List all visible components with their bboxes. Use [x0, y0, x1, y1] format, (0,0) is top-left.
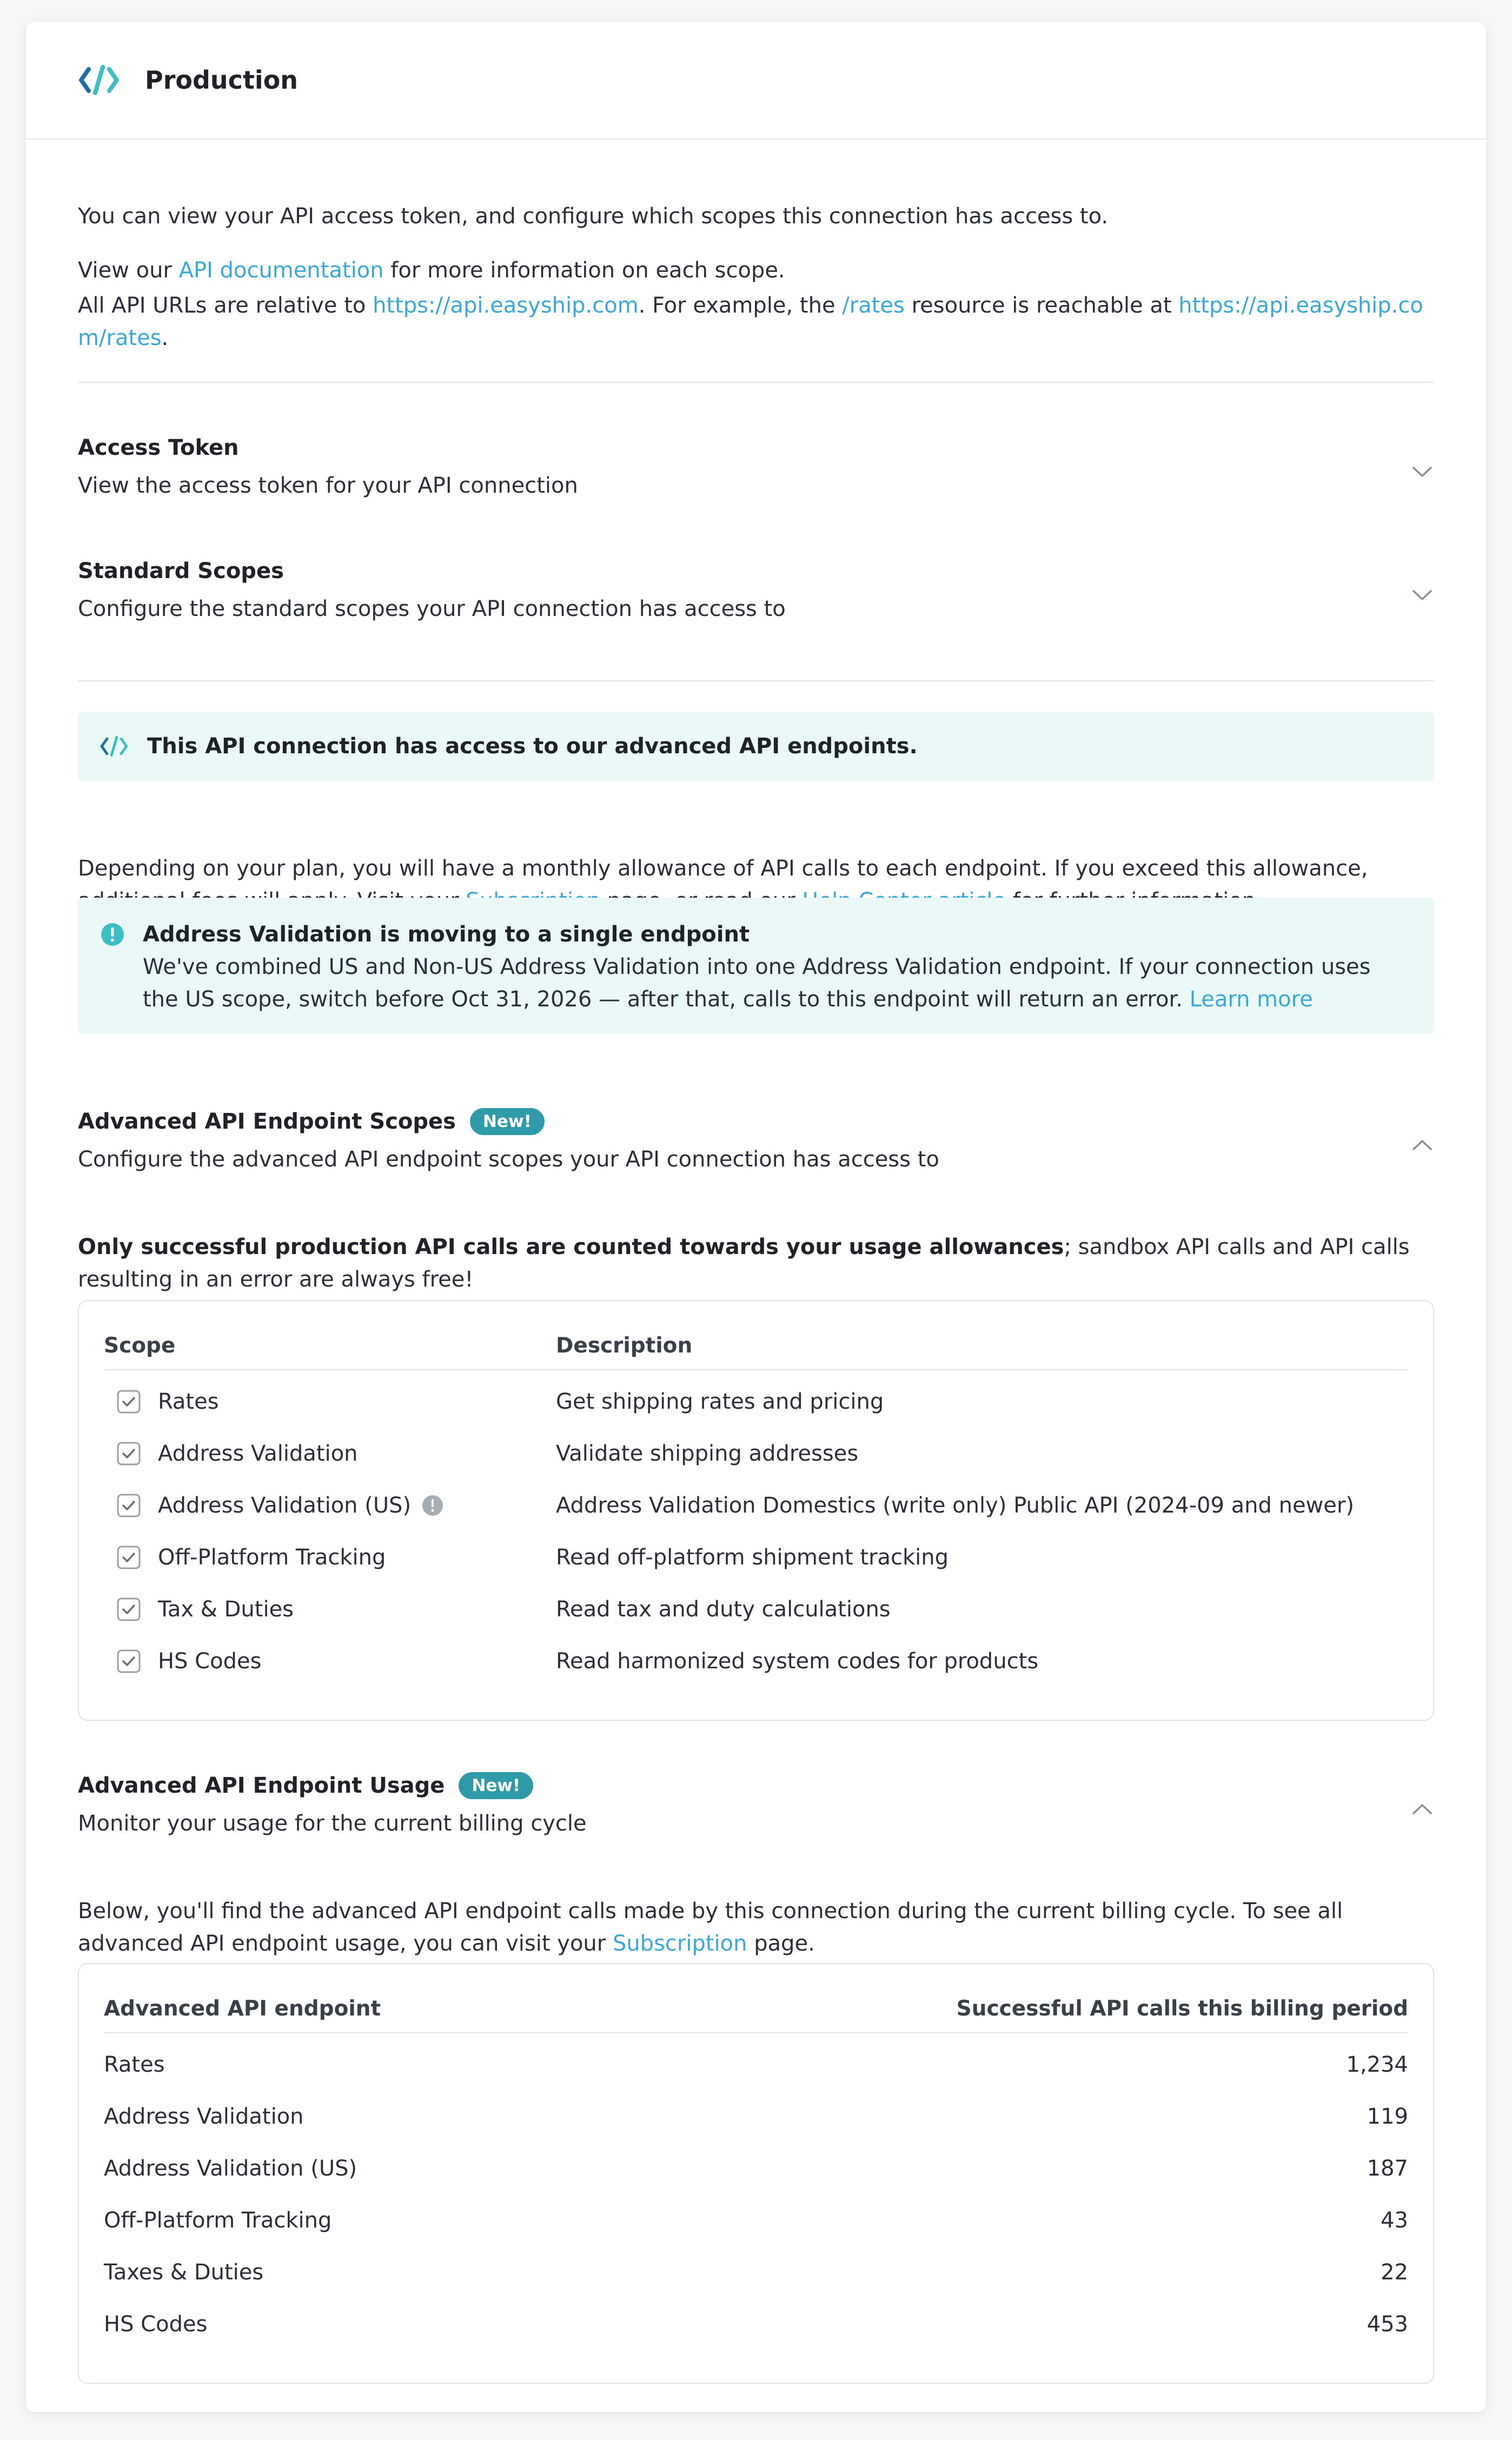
urls-middle2: resource is reachable at — [904, 293, 1179, 318]
intro-line1: You can view your API access token, and configure which scopes this connection has access to. — [78, 204, 1109, 229]
scope-row — [104, 1428, 1408, 1480]
usage-info-suffix: page. — [747, 1931, 815, 1956]
usage-row — [104, 2298, 1408, 2350]
usage-table-header — [104, 1986, 1408, 2033]
learn-more-link[interactable]: Learn more — [1189, 987, 1313, 1012]
standard-scopes-description: Configure the standard scopes your API connection has access to — [78, 596, 786, 621]
info-icon[interactable] — [422, 1495, 443, 1516]
usage-note-bold: Only successful production API calls are counted towards your usage allowances — [78, 1235, 1064, 1259]
base-url-link[interactable]: https://api.easyship.com — [373, 293, 639, 318]
alert-description-text: We've combined US and Non-US Address Validation into one Address Validation endpoint. If your connection uses the US scope, switch before Oct 31, 2026 — after that, calls to this endpoint will return an error. — [143, 954, 1371, 1012]
col-endpoint: Advanced API endpoint — [104, 1997, 381, 2021]
scopes-table — [78, 1300, 1434, 1721]
production-card — [26, 22, 1486, 2412]
checkbox-checked-icon[interactable] — [117, 1546, 141, 1569]
chevron-down-icon[interactable] — [1410, 583, 1434, 607]
endpoint-calls: 43 — [1381, 2208, 1408, 2233]
divider — [78, 382, 1434, 383]
scope-name: Address Validation — [158, 1441, 358, 1466]
checkbox-checked-icon[interactable] — [117, 1390, 141, 1414]
checkbox-checked-icon[interactable] — [117, 1597, 141, 1621]
usage-info-prefix: Below, you'll find the advanced API endpoint calls made by this connection during the current billing cycle. To see all advanced API endpoint usage, you can visit your — [78, 1899, 1343, 1956]
card-header — [26, 22, 1486, 140]
scope-row — [104, 1480, 1408, 1531]
advanced-usage-section[interactable] — [78, 1769, 1434, 1840]
scope-row — [104, 1635, 1408, 1687]
advanced-scopes-description: Configure the advanced API endpoint scopes your API connection has access to — [78, 1147, 939, 1172]
urls-middle: . For example, the — [638, 293, 843, 318]
alert-description — [143, 951, 1412, 1016]
usage-row — [104, 2194, 1408, 2246]
scope-description: Read harmonized system codes for products — [556, 1649, 1039, 1674]
rates-resource-link[interactable]: /rates — [842, 293, 905, 318]
scope-row — [104, 1583, 1408, 1635]
address-validation-alert — [78, 898, 1434, 1034]
advanced-usage-description: Monitor your usage for the current billing cycle — [78, 1811, 587, 1836]
col-calls: Successful API calls this billing period — [956, 1997, 1408, 2021]
checkbox-checked-icon[interactable] — [117, 1494, 141, 1517]
advanced-scopes-title: Advanced API Endpoint Scopes — [78, 1109, 456, 1134]
standard-scopes-section[interactable] — [78, 555, 1434, 625]
usage-table — [78, 1963, 1434, 2384]
divider — [78, 680, 1434, 681]
scope-description: Read off-platform shipment tracking — [556, 1545, 949, 1570]
chevron-down-icon[interactable] — [1410, 460, 1434, 483]
usage-row — [104, 2039, 1408, 2091]
intro-line2-suffix: for more information on each scope. — [383, 258, 785, 283]
endpoint-name: Rates — [104, 2052, 165, 2077]
access-token-section[interactable] — [78, 432, 1434, 502]
endpoint-calls: 187 — [1367, 2156, 1408, 2181]
endpoint-name: Off-Platform Tracking — [104, 2208, 332, 2233]
endpoint-calls: 119 — [1367, 2104, 1408, 2129]
alert-icon — [101, 923, 124, 946]
advanced-access-text: This API connection has access to our advanced API endpoints. — [147, 734, 918, 759]
usage-row — [104, 2143, 1408, 2194]
advanced-scopes-section[interactable] — [78, 1105, 1434, 1176]
rates-url-link[interactable]: https://api.easyship.com/rates — [78, 293, 1423, 350]
checkbox-checked-icon[interactable] — [117, 1649, 141, 1673]
allowance-prefix: Depending on your plan, you will have a monthly allowance of API calls to each endpoint. If you exceed this allowance, — [78, 856, 1368, 881]
endpoint-name: Address Validation (US) — [104, 2156, 357, 2181]
col-scope: Scope — [104, 1334, 176, 1358]
access-token-description: View the access token for your API connection — [78, 473, 578, 498]
standard-scopes-title: Standard Scopes — [78, 559, 284, 584]
scope-name: Rates — [158, 1389, 219, 1414]
advanced-access-banner — [78, 712, 1434, 781]
scope-description: Address Validation Domestics (write only) Public API (2024-09 and newer) — [556, 1493, 1354, 1518]
chevron-up-icon[interactable] — [1410, 1133, 1434, 1157]
intro-line2-prefix: View our — [78, 258, 179, 283]
advanced-usage-title: Advanced API Endpoint Usage — [78, 1773, 445, 1798]
urls-prefix: All API URLs are relative to — [78, 293, 373, 318]
col-description: Description — [556, 1334, 693, 1358]
scope-name: Tax & Duties — [158, 1597, 294, 1622]
scope-name: Address Validation (US) — [158, 1493, 412, 1518]
usage-row — [104, 2246, 1408, 2298]
scope-row — [104, 1531, 1408, 1583]
alert-title: Address Validation is moving to a single endpoint — [143, 922, 750, 947]
scope-description: Validate shipping addresses — [556, 1441, 859, 1466]
subscription-link[interactable]: Subscription — [612, 1931, 747, 1956]
endpoint-name: Address Validation — [104, 2104, 304, 2129]
endpoint-name: Taxes & Duties — [104, 2260, 264, 2285]
scope-name: HS Codes — [158, 1649, 262, 1674]
code-bracket-icon — [78, 64, 120, 96]
scope-row — [104, 1376, 1408, 1428]
scopes-table-header — [104, 1323, 1408, 1370]
scope-description: Get shipping rates and pricing — [556, 1389, 884, 1414]
urls-suffix: . — [161, 326, 169, 350]
url-info-text — [78, 268, 1434, 376]
endpoint-calls: 22 — [1381, 2260, 1408, 2285]
new-badge: New! — [459, 1772, 533, 1799]
chevron-up-icon[interactable] — [1410, 1798, 1434, 1821]
endpoint-calls: 453 — [1367, 2312, 1408, 2337]
endpoint-calls: 1,234 — [1346, 2052, 1408, 2077]
endpoint-name: HS Codes — [104, 2312, 208, 2337]
new-badge: New! — [470, 1108, 545, 1135]
usage-note-rest: ; sandbox API calls and API calls resulting in an error are always free! — [78, 1235, 1410, 1292]
usage-row — [104, 2091, 1408, 2143]
access-token-title: Access Token — [78, 435, 239, 460]
api-documentation-link[interactable]: API documentation — [178, 258, 384, 283]
code-bracket-icon — [100, 734, 129, 758]
page-title: Production — [145, 65, 299, 95]
scope-description: Read tax and duty calculations — [556, 1597, 891, 1622]
checkbox-checked-icon[interactable] — [117, 1442, 141, 1466]
scope-name: Off-Platform Tracking — [158, 1545, 386, 1570]
